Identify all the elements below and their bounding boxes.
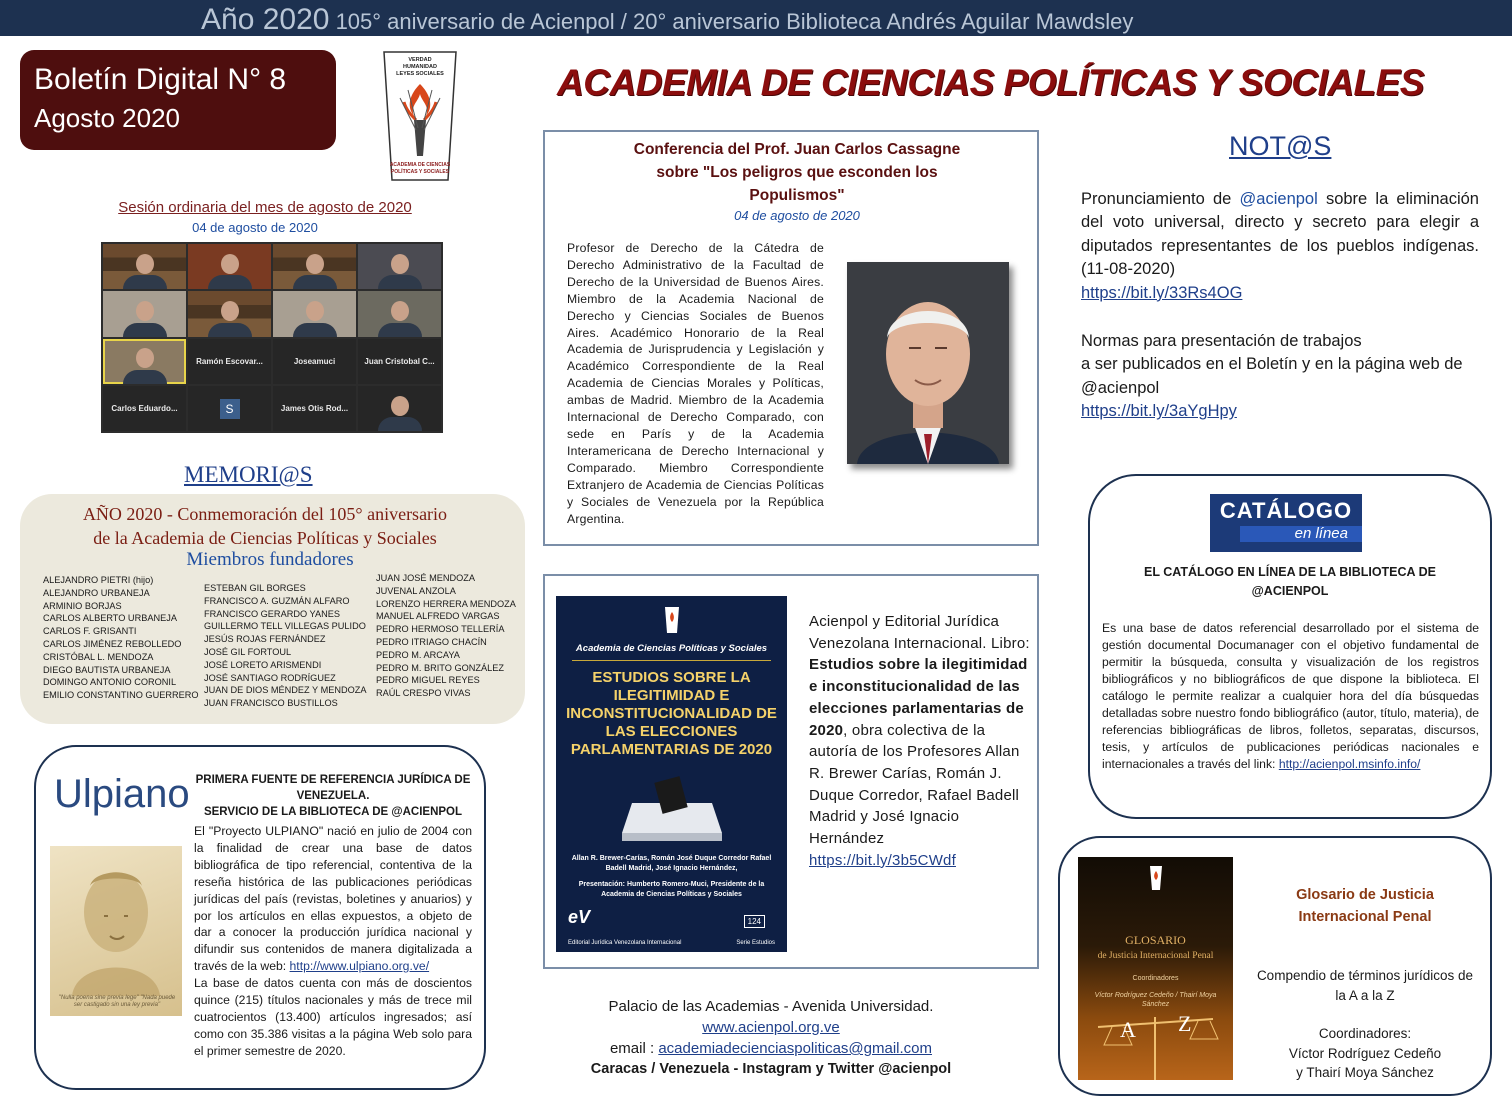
glosario-cover-coord: Coordinadores <box>1132 975 1179 982</box>
memorias-subheading: Miembros fundadores <box>186 549 354 570</box>
book-cover-logo-icon <box>556 606 787 639</box>
zoom-tile-active-speaker <box>103 339 186 384</box>
founder-name: JESÚS ROJAS FERNÁNDEZ <box>204 634 326 645</box>
founder-name: ALEJANDRO URBANEJA <box>43 587 150 598</box>
founder-name: MANUEL ALFREDO VARGAS <box>376 611 500 622</box>
notas-p2-line-2: a ser publicados en el Boletín y en la página web de @acienpol <box>1081 355 1463 397</box>
ballot-box-icon <box>556 773 787 848</box>
founder-name: PEDRO MIGUEL REYES <box>376 675 480 686</box>
ulpiano-link[interactable]: http://www.ulpiano.org.ve/ <box>289 959 430 974</box>
participant-body-icon <box>293 323 337 337</box>
zoom-tile <box>358 291 441 336</box>
founder-name: FRANCISCO GERARDO YANES <box>204 608 340 619</box>
book-cover-authors: Allan R. Brewer-Carías, Román José Duque Corredor Rafael Badell Madrid, José Ignacio Hernández, <box>571 855 772 872</box>
zoom-tile <box>273 386 356 431</box>
book-cover-ev-logo: eV <box>568 907 591 927</box>
ulpiano-logo: Ulpiano <box>54 772 190 816</box>
boletin-number: Boletín Digital N° 8 <box>34 63 287 96</box>
logo-motto-1: VERDAD <box>408 57 432 63</box>
founder-name: GUILLERMO TELL VILLEGAS PULIDO <box>204 621 366 632</box>
glosario-coordinators <box>1252 1024 1478 1083</box>
zoom-tile <box>273 244 356 289</box>
glosario-cover <box>1078 857 1233 1080</box>
founder-name: PEDRO M. ARCAYA <box>376 649 460 660</box>
founder-name: JOSÉ GIL FORTOUL <box>204 646 292 657</box>
founder-name: CRISTÓBAL L. MENDOZA <box>43 651 154 662</box>
address-line: Palacio de las Academias - Avenida Universidad. <box>608 998 934 1015</box>
academy-title: ACADEMIA DE CIENCIAS POLÍTICAS Y SOCIALES <box>557 62 1424 103</box>
participant-body-icon <box>378 323 422 337</box>
book-cover-title: ESTUDIOS SOBRE LA ILEGITIMIDAD E INCONSTITUCIONALIDAD DE LAS ELECCIONES PARLAMENTARIAS DE 2020 <box>566 669 777 758</box>
zoom-tile <box>188 339 271 384</box>
participant-face-icon <box>306 301 324 321</box>
notas-p1-text: Pronunciamiento de <box>1081 190 1240 208</box>
glosario-coord-2: y Thairí Moya Sánchez <box>1296 1065 1434 1080</box>
book-title: Estudios sobre la ilegitimidad e inconstitucionalidad de las elecciones parlamentarias de 2020 <box>809 656 1028 739</box>
catalog-link[interactable]: http://acienpol.msinfo.info/ <box>1278 757 1421 771</box>
boletin-box <box>20 50 336 150</box>
website-line <box>543 1017 999 1038</box>
founder-name: RAÚL CRESPO VIVAS <box>376 688 471 699</box>
portrait-icon <box>847 262 1009 464</box>
zoom-tile <box>358 339 441 384</box>
banner-text: 105° aniversario de Acienpol / 20° aniversario Biblioteca Andrés Aguilar Mawdsley <box>329 9 1134 34</box>
founders-column-1 <box>43 574 199 702</box>
logo-name-1: ACADEMIA DE CIENCIAS <box>389 162 451 168</box>
session-date: 04 de agosto de 2020 <box>192 220 318 235</box>
glosario-cover-letter-z: Z <box>1178 1011 1192 1036</box>
glosario-subtitle: Compendio de términos jurídicos de la A a la Z <box>1256 968 1474 1003</box>
founder-name: PEDRO ITRIAGO CHACÍN <box>376 636 487 647</box>
book-cover-series: Serie Estudios <box>736 940 775 946</box>
book-link[interactable]: https://bit.ly/3b5CWdf <box>809 851 956 869</box>
catalog-logo <box>1210 494 1362 552</box>
zoom-tile <box>188 244 271 289</box>
notas-title: NOT@S <box>1229 131 1332 161</box>
conference-bio: Profesor de Derecho de la Cátedra de Derecho Administrativo de la Facultad de Derecho de la Universidad de Buenos Aires. Miembro de la Academia Nacional de Derecho y Ciencias Sociales de Buenos Aires. Académico Honorario de la Real Academia de Jurisprudencia y Legislación y Académico Correspondiente de la Real Academia de Ciencias Morales y Políticas, ambas de Madrid. Miembro de la Academia Internacional de Derecho Comparado, con sede en París y de la Academia Interamericana de Derecho Internacional y Comparado. Miembro Correspondiente Extranjero de Academia de Ciencias Políticas y Sociales de Venezuela por la República Argentina. <box>567 241 824 526</box>
participant-face-icon <box>136 301 154 321</box>
participant-name: Joseamuci <box>293 356 336 366</box>
participant-name: Juan Cristobal C... <box>364 356 435 366</box>
website-link[interactable]: www.acienpol.org.ve <box>702 1019 840 1036</box>
logo-motto-2: HUMANIDAD <box>403 64 437 70</box>
book-cover <box>556 596 787 952</box>
book-description <box>809 611 1031 871</box>
zoom-meeting-screenshot <box>101 242 443 433</box>
founder-name: PEDRO M. BRITO GONZÁLEZ <box>376 662 504 673</box>
notas-p2-line-1: Normas para presentación de trabajos <box>1081 332 1362 350</box>
book-cover-publisher: Academia de Ciencias Políticas y Sociales <box>575 643 768 654</box>
email-label: email : <box>609 1040 659 1057</box>
bust-icon <box>50 846 182 1016</box>
scales-of-justice-icon <box>1078 997 1233 1080</box>
participant-body-icon <box>378 275 422 289</box>
participant-body-icon <box>123 275 167 289</box>
glosario-cover-title: GLOSARIO <box>1125 933 1186 947</box>
ulpiano-heading-line-2: SERVICIO DE LA BIBLIOTECA DE @ACIENPOL <box>203 806 463 818</box>
catalog-description: Es una base de datos referencial desarrollado por el sistema de gestión documental Documanager con el objetivo fundamental de permitir la búsqueda, consulta y visualización de los registros bibliográficos y no bibliográficos de que dispone la biblioteca. El catálogo le permite realizar a cualquier hora del día búsquedas detalladas sobre nuestro fondo bibliográfico (autor, título, materia), de referencias bibliográficas de libros, folletos, separatas, discursos, tesis, y artículos de publicaciones periódicas nacionales e internacionales a través del link: <box>1102 621 1479 771</box>
ulpiano-heading-line-1: PRIMERA FUENTE DE REFERENCIA JURÍDICA DE VENEZUELA. <box>195 774 471 802</box>
notas-p1-text-2: sobre la eliminación del voto universal, directo y secreto para elegir a diputados representantes de los pueblos indígenas. (11-08-2020) <box>1081 190 1479 279</box>
founder-name: JOSÉ SANTIAGO RODRÍGUEZ <box>204 672 336 683</box>
catalog-logo-text: CATÁLOGO <box>1219 498 1353 523</box>
session-title: Sesión ordinaria del mes de agosto de 2020 <box>118 199 412 216</box>
book-cover-editorial: Editorial Jurídica Venezolana Internacional <box>568 940 682 946</box>
founder-name: DIEGO BAUTISTA URBANEJA <box>43 664 171 675</box>
zoom-tile <box>273 291 356 336</box>
participant-face-icon <box>391 254 409 274</box>
conference-title: Conferencia del Prof. Juan Carlos Cassagne sobre "Los peligros que esconden los Populismos" <box>633 141 961 204</box>
zoom-tile <box>188 386 271 431</box>
notas-pronouncement <box>1081 188 1479 305</box>
glosario-logo-icon <box>1078 865 1233 896</box>
founders-column-2 <box>204 582 367 710</box>
founder-name: ARMINIO BORJAS <box>43 600 122 611</box>
banner-year: Año 2020 <box>201 3 330 36</box>
founder-name: CARLOS ALBERTO URBANEJA <box>43 613 177 624</box>
participant-initial: S <box>220 399 240 419</box>
zoom-tile <box>188 291 271 336</box>
conference-date: 04 de agosto de 2020 <box>734 208 860 223</box>
glosario-cover-letter-a: A <box>1120 1017 1136 1042</box>
participant-face-icon <box>306 254 324 274</box>
notas-link-2[interactable]: https://bit.ly/3aYgHpy <box>1081 402 1237 421</box>
participant-face-icon <box>391 396 409 416</box>
zoom-tile <box>358 386 441 431</box>
founder-name: JUAN JOSÉ MENDOZA <box>376 573 476 583</box>
book-cover-presentation: Presentación: Humberto Romero-Muci, Presidente de la Academia de Ciencias Políticas y Sociales <box>578 881 765 898</box>
notas-norms <box>1081 330 1501 424</box>
book-libro-label: Libro: <box>991 634 1030 652</box>
participant-name: Ramón Escovar... <box>196 356 263 366</box>
notas-p1-handle: @acienpol <box>1239 190 1318 208</box>
catalog-logo-sub: en línea <box>1240 526 1362 542</box>
email-link[interactable]: academiadecienciaspoliticas@gmail.com <box>658 1040 933 1057</box>
logo-motto-3: LEYES SOCIALES <box>396 71 444 77</box>
zoom-tile <box>273 339 356 384</box>
founder-name: ESTEBAN GIL BORGES <box>204 583 306 593</box>
participant-body-icon <box>123 370 167 384</box>
founder-name: JOSÉ LORETO ARISMENDI <box>204 659 322 670</box>
book-cover-number: 124 <box>744 915 765 928</box>
ulpiano-text-1: El "Proyecto ULPIANO" nació en julio de 2004 con la finalidad de crear una base de datos bibliográfica de tipo referencial, contentiva de la reseña histórica de las publicaciones periódicas jurídicas del país (revistas, boletines y anuarios) y por los artículos en ellas expuestos, a objeto de dar a conocer la producción jurídica nacional y difundir sus contenidos de manera digitalizada a través de la web: <box>194 824 472 974</box>
glosario-cover-sub: de Justicia Internacional Penal <box>1097 951 1214 961</box>
memorias-heading <box>30 502 500 550</box>
social-line: Caracas / Venezuela - Instagram y Twitter @acienpol <box>590 1061 952 1077</box>
boletin-date: Agosto 2020 <box>34 103 181 133</box>
glosario-coord-1: Víctor Rodríguez Cedeño <box>1288 1045 1442 1061</box>
participant-face-icon <box>221 301 239 321</box>
glosario-coord-label: Coordinadores: <box>1318 1026 1412 1041</box>
founder-name: JUAN DE DIOS MÉNDEZ Y MENDOZA <box>204 685 367 696</box>
participant-face-icon <box>136 254 154 274</box>
notas-link-1[interactable]: https://bit.ly/33Rs4OG <box>1081 283 1243 302</box>
participant-name: Carlos Eduardo... <box>111 403 178 413</box>
participant-body-icon <box>293 275 337 289</box>
glosario-cover-names: Víctor Rodríguez Cedeño / Thairí Moya Sánchez <box>1094 992 1217 1008</box>
founder-name: JUAN FRANCISCO BUSTILLOS <box>204 698 338 709</box>
email-line <box>543 1038 999 1059</box>
participant-name: James Otis Rod... <box>280 403 349 413</box>
book-rest: , obra colectiva de la autoría de los Profesores Allan R. Brewer Carías, Román J. Duque Corredor, Rafael Badell Madrid y José Ignacio Hernández <box>809 721 1020 848</box>
founder-name: CARLOS F. GRISANTI <box>43 626 137 637</box>
founder-name: PEDRO HERMOSO TELLERÍA <box>376 624 505 635</box>
participant-face-icon <box>136 348 154 368</box>
participant-body-icon <box>208 323 252 337</box>
participant-body-icon <box>208 275 252 289</box>
glosario-title: Glosario de Justicia Internacional Penal <box>1296 887 1434 925</box>
catalog-heading: EL CATÁLOGO EN LÍNEA DE LA BIBLIOTECA DE @ACIENPOL <box>1144 565 1436 598</box>
book-intro: Acienpol y Editorial Jurídica Venezolana Internacional. <box>809 613 1000 652</box>
catalog-text <box>1102 620 1479 773</box>
zoom-tile <box>103 244 186 289</box>
logo-name-2: POLÍTICAS Y SOCIALES <box>390 169 450 175</box>
memorias-heading-line-2: de la Academia de Ciencias Políticas y Sociales <box>93 528 437 548</box>
ulpiano-caption: "Nulla poena sine previa lege" "Nada puede ser castigado sin una ley previa" <box>58 995 176 1008</box>
participant-body-icon <box>378 417 422 431</box>
zoom-tile <box>103 291 186 336</box>
ulpiano-text-2: La base de datos cuenta con más de doscientos quince (215) títulos nacionales y más de trece mil cuatrocientos (13.400) artículos ingresados; así como con 35.386 visitas a la página Web solo para el primer semestre de 2020. <box>194 976 472 1058</box>
participant-body-icon <box>123 323 167 337</box>
top-banner <box>0 0 1512 36</box>
ulpiano-bust-image <box>50 846 182 1016</box>
founder-name: ALEJANDRO PIETRI (hijo) <box>43 575 154 585</box>
zoom-tile <box>358 244 441 289</box>
founder-name: EMILIO CONSTANTINO GUERRERO <box>43 690 199 701</box>
ulpiano-heading <box>194 772 472 820</box>
founders-column-3 <box>376 572 516 700</box>
zoom-tile <box>103 386 186 431</box>
memorias-title: MEMORI@S <box>184 462 313 487</box>
memorias-heading-line-1: AÑO 2020 - Conmemoración del 105° aniversario <box>82 504 448 524</box>
founder-name: CARLOS JIMÉNEZ REBOLLEDO <box>43 638 182 649</box>
founder-name: FRANCISCO A. GUZMÁN ALFARO <box>204 595 350 606</box>
ulpiano-text <box>194 823 472 1060</box>
participant-face-icon <box>221 254 239 274</box>
founder-name: JUVENAL ANZOLA <box>376 585 456 596</box>
academy-logo <box>380 50 460 182</box>
participant-face-icon <box>391 301 409 321</box>
speaker-portrait <box>847 262 1009 464</box>
founder-name: DOMINGO ANTONIO CORONIL <box>43 677 177 688</box>
founder-name: LORENZO HERRERA MENDOZA <box>376 598 516 609</box>
